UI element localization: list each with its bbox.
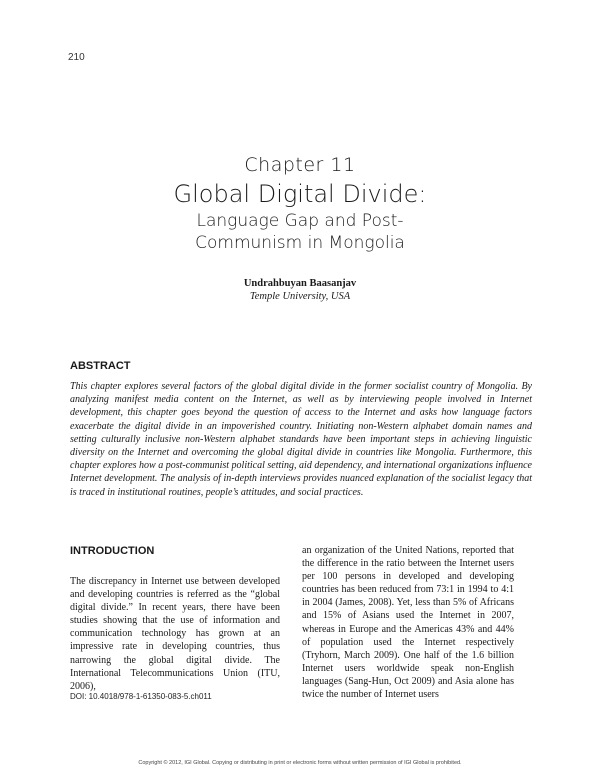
introduction-heading: INTRODUCTION	[70, 545, 155, 557]
doi-label: DOI: 10.4018/978-1-61350-083-5.ch011	[70, 692, 212, 701]
abstract-body: This chapter explores several factors of the global digital divide in the former socialist country of Mongolia. By analyzing manifest media content on the Internet, as well as by interviewing people involved in Internet development, this chapter goes beyond the question of access to the Internet and asks how language factors exacerbate the digital divide in an impoverished country. Initiating non-Western alphabet domain names and setting culturally inclusive non-Western alphabet standards have been important steps in achieving linguistic diversity on the Internet and overcoming the global digital divide in countries like Mongolia. Furthermore, this chapter explores how a post-communist political setting, aid dependency, and international organizations influence Internet development. The analysis of in-depth interviews provides nuanced explanation of the socialist legacy that is traced in institutional routines, people’s attitudes, and social practices.	[70, 381, 532, 498]
chapter-subtitle	[0, 210, 600, 254]
abstract-heading: ABSTRACT	[70, 360, 131, 372]
author-affiliation: Temple University, USA	[249, 291, 351, 302]
introduction-left-column: The discrepancy in Internet use between developed and developing countries is referred as the “global digital divide.” In recent years, there have been studies showing that the use of information and communication technology has grown at an impressive rate in developing countries, thus narrowing the global digital divide. The International Telecommunications Union (ITU, 2006),	[70, 576, 280, 692]
chapter-title: Global Digital Divide:	[173, 180, 427, 208]
introduction-right-column: an organization of the United Nations, reported that the difference in the ratio between the Internet users per 100 persons in developed and developing countries has been reduced from 73:1 in 1994 to 4:1 in 2004 (James, 2008). Yet, less than 5% of Africans and 15% of Asians used the Internet in 2007, whereas in Europe and the Americas 43% and 44% of population used the Internet respectively (Tryhorn, March 2009). One half of the 1.6 billion Internet users worldwide speak non-English languages (Sang-Hun, Oct 2009) and Asia alone has twice the number of Internet users	[302, 545, 514, 701]
author-name: Undrahbuyan Baasanjav	[243, 278, 357, 289]
copyright-footer: Copyright © 2012, IGI Global. Copying or distributing in print or electronic forms without written permission of IGI Global is prohibited.	[138, 760, 462, 766]
subtitle-line-1: Language Gap and Post-	[196, 211, 404, 231]
page-number: 210	[68, 52, 85, 63]
subtitle-line-2: Communism in Mongolia	[195, 233, 405, 253]
chapter-label: Chapter 11	[244, 154, 356, 176]
